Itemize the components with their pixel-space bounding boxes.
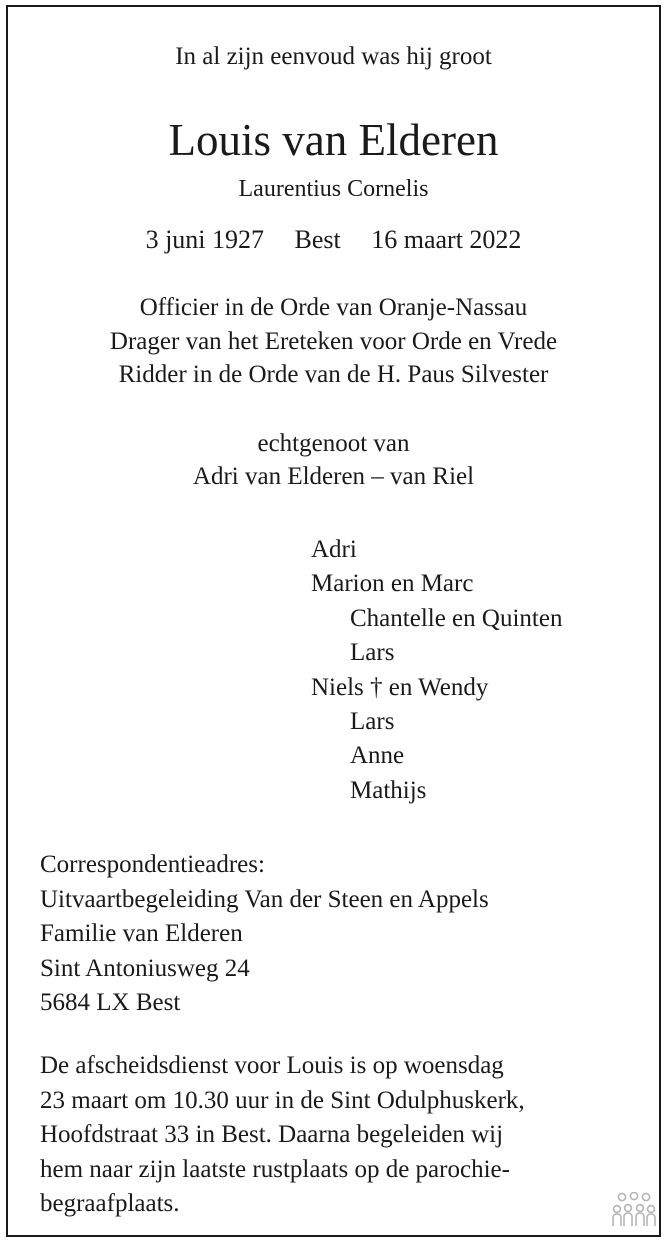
service-line: De afscheidsdienst voor Louis is op woensdag (40, 1052, 504, 1079)
service-info (40, 1049, 525, 1222)
grandchild: Mathijs (350, 776, 427, 804)
correspondence-address (40, 848, 489, 1021)
address-line: Familie van Elderen (40, 920, 243, 948)
address-line: Uitvaartbegeleiding Van der Steen en Appels (40, 885, 489, 913)
place-name: Best (294, 225, 341, 254)
motto: In al zijn eenvoud was hij groot (175, 43, 492, 70)
given-names: Laurentius Cornelis (238, 176, 429, 202)
address-line: Correspondentieadres: (40, 851, 265, 878)
family-member: Marion en Marc (311, 570, 474, 598)
honor-item: Ridder in de Orde van de H. Paus Silvester (118, 361, 549, 388)
spouse-name: Adri van Elderen – van Riel (192, 463, 475, 490)
family-member: Adri (311, 536, 357, 563)
honor-item: Drager van het Ereteken voor Orde en Vrede (109, 327, 558, 355)
service-line: Hoofdstraat 33 in Best. Daarna begeleiden wij (40, 1121, 504, 1149)
family-list (311, 533, 562, 808)
deceased-name: Louis van Elderen (168, 115, 499, 165)
grandchild: Anne (350, 742, 405, 770)
death-date: 16 maart 2022 (371, 225, 522, 254)
obituary-card (6, 5, 661, 1237)
grandchild: Lars (350, 708, 395, 736)
service-line: hem naar zijn laatste rustplaats op de parochie- (40, 1155, 510, 1183)
life-dates (8, 225, 659, 255)
spouse-intro: echtgenoot van (257, 430, 410, 457)
address-line: 5684 LX Best (40, 989, 181, 1017)
people-group-icon (612, 1192, 656, 1228)
grandchild: Chantelle en Quinten (350, 604, 563, 632)
service-line: 23 maart om 10.30 uur in de Sint Odulphuskerk, (40, 1086, 525, 1114)
honor-item: Officier in de Orde van Oranje-Nassau (139, 294, 528, 321)
grandchild: Lars (350, 639, 395, 667)
family-member: Niels † en Wendy (311, 673, 489, 701)
address-line: Sint Antoniusweg 24 (40, 954, 250, 982)
service-line: begraafplaats. (40, 1190, 180, 1218)
honors-list (8, 291, 659, 392)
spouse-block (8, 427, 659, 493)
birth-date: 3 juni 1927 (145, 225, 265, 254)
